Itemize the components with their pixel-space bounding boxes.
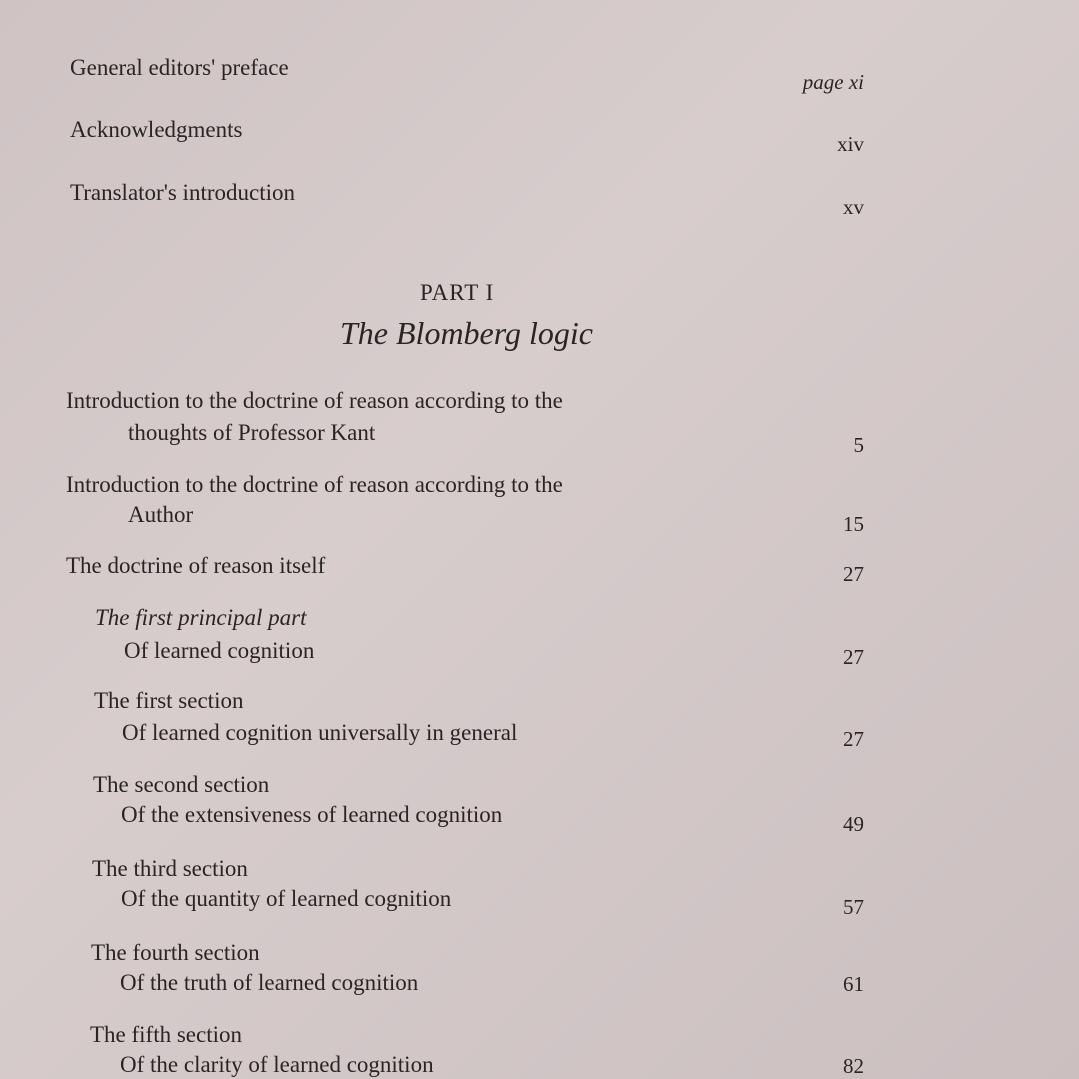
toc-entry-2: Introduction to the doctrine of reason according to the bbox=[66, 472, 563, 497]
toc-entry-8-page: 61 bbox=[843, 972, 864, 996]
toc-entry-3-page: 27 bbox=[843, 562, 864, 586]
toc-entry-9-cont: Of the clarity of learned cognition bbox=[120, 1052, 434, 1077]
part-label: PART I bbox=[420, 280, 495, 305]
toc-entry-2-page: 15 bbox=[843, 512, 864, 536]
toc-front-1-page: page xi bbox=[802, 70, 864, 94]
part-title: The Blomberg logic bbox=[340, 315, 593, 351]
toc-front-3: Translator's introduction bbox=[70, 180, 295, 205]
toc-entry-9-page: 82 bbox=[843, 1054, 864, 1078]
toc-entry-4-page: 27 bbox=[843, 645, 864, 669]
toc-entry-4: The first principal part bbox=[95, 605, 307, 630]
toc-entry-7-cont: Of the quantity of learned cognition bbox=[121, 886, 452, 911]
toc-entry-1: Introduction to the doctrine of reason according to the bbox=[66, 388, 563, 413]
toc-entry-1-page: 5 bbox=[853, 433, 864, 457]
toc-entry-5-page: 27 bbox=[843, 727, 864, 751]
toc-entry-2-cont: Author bbox=[128, 502, 194, 527]
toc-front-1: General editors' preface bbox=[70, 55, 289, 80]
toc-front-2: Acknowledgments bbox=[70, 117, 243, 142]
toc-entry-5-cont: Of learned cognition universally in general bbox=[122, 720, 518, 745]
toc-entry-8-cont: Of the truth of learned cognition bbox=[120, 970, 419, 995]
toc-entry-9: The fifth section bbox=[90, 1022, 243, 1047]
toc-entry-8: The fourth section bbox=[91, 940, 260, 965]
toc-entry-6-page: 49 bbox=[843, 812, 864, 836]
toc-entry-4-cont: Of learned cognition bbox=[124, 638, 315, 663]
toc-front-2-page: xiv bbox=[837, 132, 864, 156]
toc-entry-7-page: 57 bbox=[843, 895, 864, 919]
toc-entry-1-cont: thoughts of Professor Kant bbox=[128, 420, 376, 445]
toc-entry-3: The doctrine of reason itself bbox=[66, 553, 326, 578]
toc-entry-5: The first section bbox=[94, 688, 244, 713]
toc-entry-7: The third section bbox=[92, 856, 248, 881]
toc-front-3-page: xv bbox=[843, 195, 864, 219]
toc-entry-6: The second section bbox=[93, 772, 270, 797]
toc-entry-6-cont: Of the extensiveness of learned cognition bbox=[121, 802, 503, 827]
